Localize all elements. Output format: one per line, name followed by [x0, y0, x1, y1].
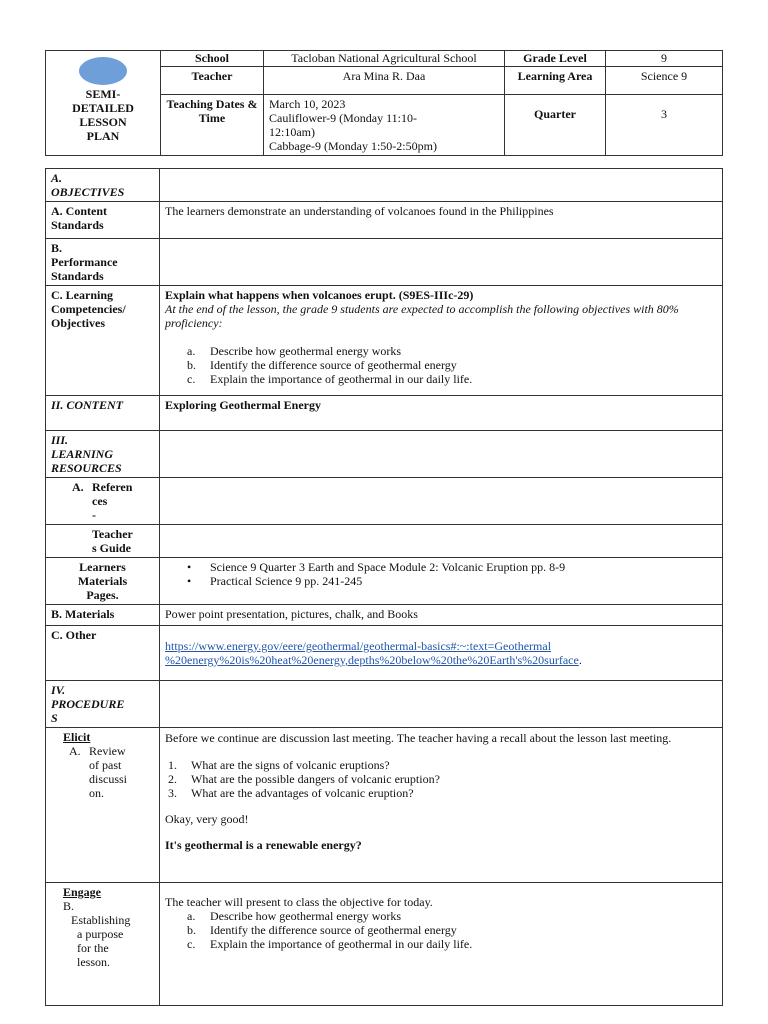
elicit-subtitle: A. Review of past discussi on. [69, 744, 128, 800]
engage-marker: B. [63, 899, 75, 913]
learning-resources-label: III. LEARNING RESOURCES [46, 431, 160, 478]
list-item: 3. What are the advantages of volcanic eruption? [168, 786, 414, 800]
procedures-empty [160, 681, 723, 728]
elicit-content [160, 728, 723, 883]
competency-title: Explain what happens when volcanoes erupt. (S9ES-IIIc-29) [165, 288, 474, 302]
performance-standards-empty [160, 239, 723, 286]
engage-subtitle: Establishing a purpose for the lesson. [71, 913, 131, 969]
plan-title: SEMI- DETAILED LESSON PLAN [72, 87, 134, 143]
list-item: 2. What are the possible dangers of volcanic eruption? [168, 772, 440, 786]
content-label: II. CONTENT [46, 396, 160, 431]
teacher-label: Teacher [161, 67, 264, 95]
learning-area-label: Learning Area [505, 67, 606, 95]
other-label: C. Other [46, 626, 160, 681]
learning-resources-empty [160, 431, 723, 478]
content-standards-label: A. Content Standards [46, 202, 160, 239]
list-item: b. Identify the difference source of geothermal energy [187, 358, 457, 372]
engage-content [160, 883, 723, 1006]
learners-materials-content [160, 558, 723, 605]
objectives-empty [160, 169, 723, 202]
list-item: a. Describe how geothermal energy works [187, 344, 402, 358]
other-content: https://www.energy.gov/eere/geothermal/geothermal-basics#:~:text=Geothermal %20energy%20is%20heat%20energy,depths%20below%20the%20Earth's%20surface. [160, 626, 723, 681]
header-table [45, 50, 723, 156]
learners-materials-label: Learners Materials Pages. [46, 558, 160, 605]
references-empty [160, 478, 723, 525]
quarter-label: Quarter [505, 95, 606, 156]
list-item: c. Explain the importance of geothermal in our daily life. [187, 372, 473, 386]
teachers-guide-empty [160, 525, 723, 558]
procedures-label: IV. PROCEDURE S [46, 681, 160, 728]
elicit-response: Okay, very good! [165, 812, 249, 826]
engage-list [187, 909, 717, 951]
materials-label: B. Materials [46, 605, 160, 626]
engage-intro: The teacher will present to class the objective for today. [165, 895, 433, 909]
engage-label [46, 883, 160, 1006]
dates-label: Teaching Dates & Time [161, 95, 264, 156]
grade-label: Grade Level [505, 51, 606, 67]
grade-value: 9 [606, 51, 723, 67]
elicit-title: Elicit [63, 730, 91, 744]
performance-standards-label: B. Performance Standards [46, 239, 160, 286]
learners-list [187, 560, 717, 588]
elicit-questions [168, 758, 717, 800]
school-label: School [161, 51, 264, 67]
list-item: a. Describe how geothermal energy works [187, 909, 402, 923]
teacher-value: Ara Mina R. Daa [264, 67, 505, 95]
list-item: • Practical Science 9 pp. 241-245 [187, 574, 363, 588]
lesson-table [45, 168, 723, 1006]
list-item: 1. What are the signs of volcanic eruptions? [168, 758, 390, 772]
quarter-value: 3 [606, 95, 723, 156]
objectives-heading: A. OBJECTIVES [46, 169, 160, 202]
content-standards-text: The learners demonstrate an understanding of volcanoes found in the Philippines [160, 202, 723, 239]
dates-value: March 10, 2023 Cauliflower-9 (Monday 11:10- 12:10am) Cabbage-9 (Monday 1:50-2:50pm) [264, 95, 505, 156]
engage-title: Engage [63, 885, 102, 899]
competencies-content [160, 286, 723, 396]
content-text: Exploring Geothermal Energy [160, 396, 723, 431]
competency-list [187, 344, 717, 386]
learning-area-value: Science 9 [606, 67, 723, 95]
logo-oval [79, 57, 127, 85]
list-item: c. Explain the importance of geothermal in our daily life. [187, 937, 473, 951]
geothermal-reference-link[interactable]: https://www.energy.gov/eere/geothermal/geothermal-basics#:~:text=Geothermal %20energy%20is%20heat%20energy,depths%20below%20the%20Earth's%20surface [165, 639, 579, 667]
elicit-intro: Before we continue are discussion last meeting. The teacher having a recall about the lesson last meeting. [165, 731, 672, 745]
plan-title-cell [46, 51, 161, 156]
competency-intro: At the end of the lesson, the grade 9 students are expected to accomplish the following objectives with 80% proficiency: [165, 302, 679, 330]
competencies-label: C. Learning Competencies/ Objectives [46, 286, 160, 396]
teachers-guide-label: Teacher s Guide [46, 525, 160, 558]
references-label: A. Referen ces - [46, 478, 160, 525]
elicit-question-bold: It's geothermal is a renewable energy? [165, 838, 362, 852]
school-value: Tacloban National Agricultural School [264, 51, 505, 67]
list-item: b. Identify the difference source of geothermal energy [187, 923, 457, 937]
elicit-label [46, 728, 160, 883]
materials-text: Power point presentation, pictures, chalk, and Books [160, 605, 723, 626]
list-item: • Science 9 Quarter 3 Earth and Space Module 2: Volcanic Eruption pp. 8-9 [187, 560, 566, 574]
